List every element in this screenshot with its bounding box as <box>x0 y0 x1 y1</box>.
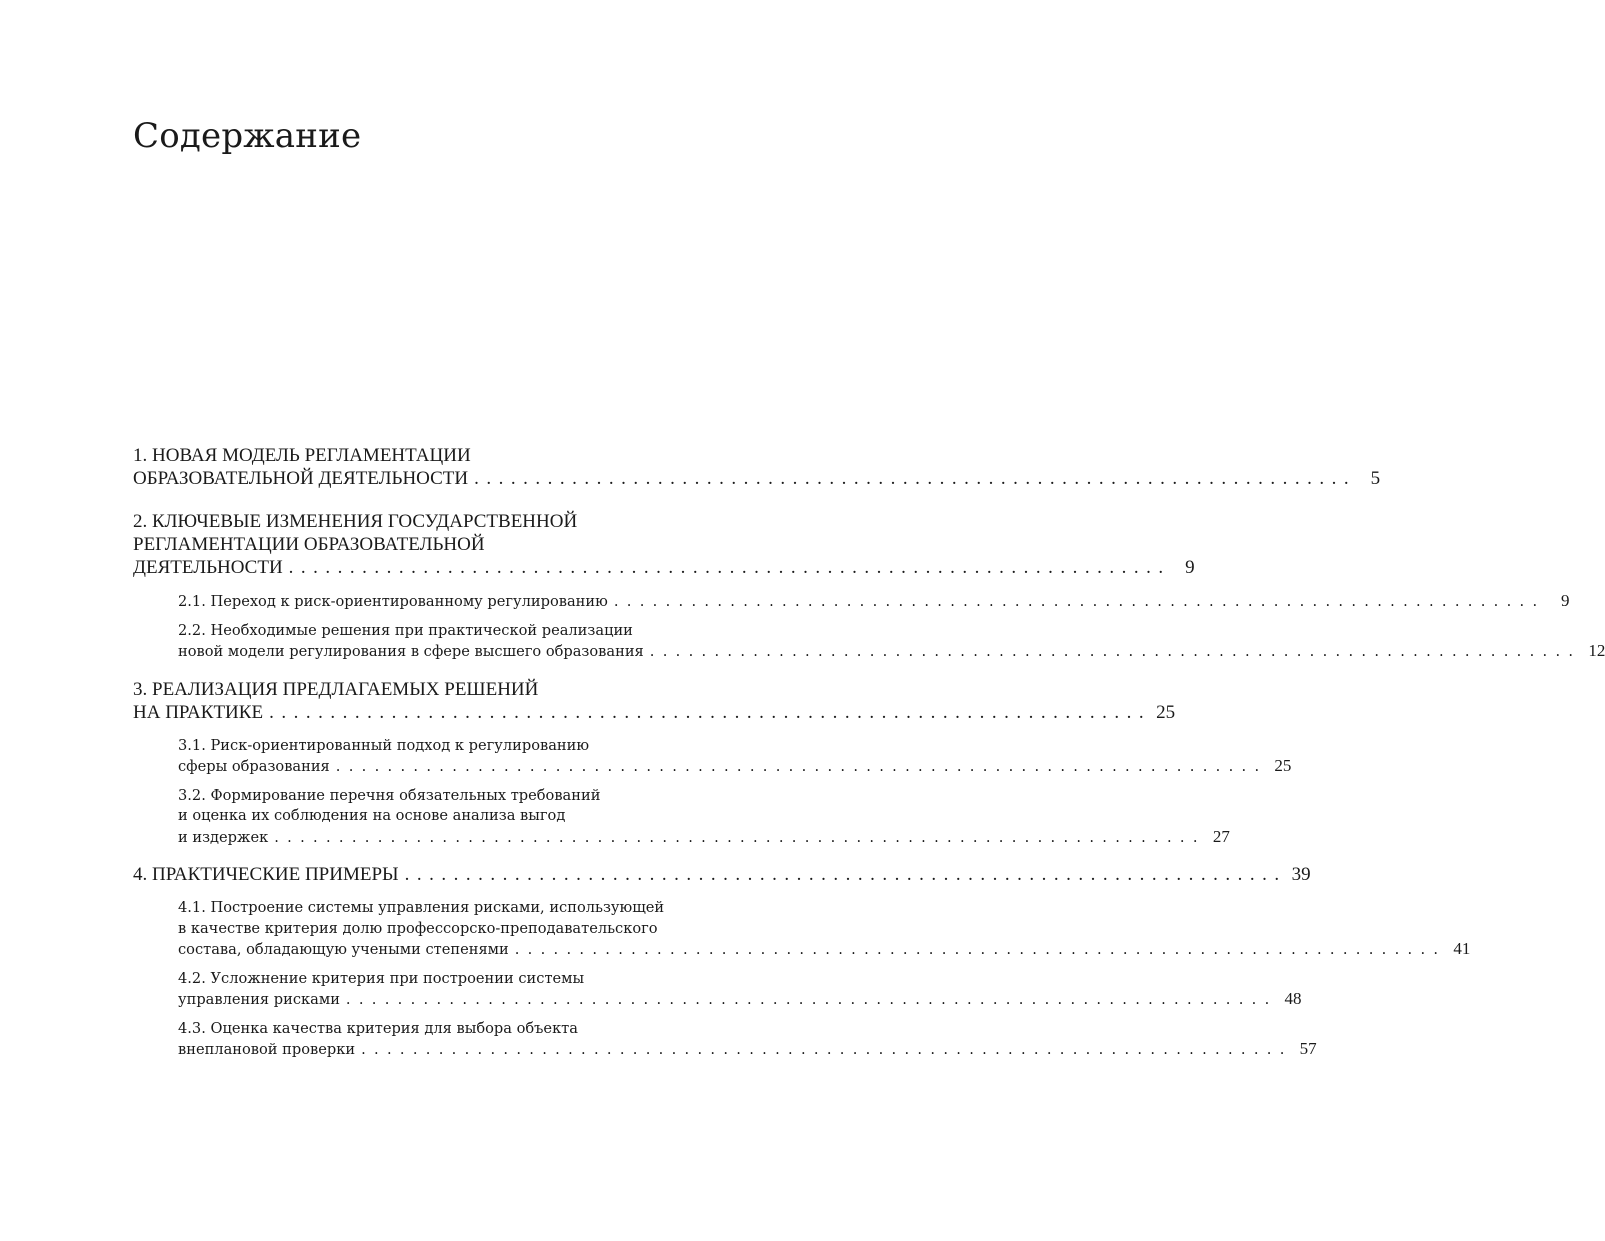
toc-entry-text: 2.1. Переход к риск-ориентированному регулированию <box>178 593 608 610</box>
toc-page-number: 25 <box>1156 701 1176 723</box>
toc-entry-2-2[interactable] <box>178 621 1605 663</box>
dot-leader: ........................................................................ <box>514 941 1447 958</box>
toc-page-number: 9 <box>1185 557 1195 578</box>
toc-entry-text: 2. КЛЮЧЕВЫЕ ИЗМЕНЕНИЯ ГОСУДАРСТВЕННОЙ <box>133 511 578 532</box>
toc-entry-text: состава, обладающую учеными степенями <box>178 941 509 958</box>
toc-entry-text: ОБРАЗОВАТЕЛЬНОЙ ДЕЯТЕЛЬНОСТИ <box>133 468 469 489</box>
dot-leader: ........................................................................ <box>649 643 1582 660</box>
toc-entry-text: в качестве критерия долю профессорско-преподавательского <box>178 919 658 937</box>
toc-page-number: 27 <box>1212 826 1230 846</box>
toc-page-number: 57 <box>1299 1039 1317 1058</box>
toc-entry-text: управления рисками <box>178 991 340 1008</box>
toc-entry-text: сферы образования <box>178 758 330 775</box>
toc-page-number: 41 <box>1453 939 1471 958</box>
toc-entry-text: внеплановой проверки <box>178 1041 356 1058</box>
toc-entry-4-2[interactable] <box>178 969 1302 1011</box>
toc-page-number: 9 <box>1560 591 1570 610</box>
dot-leader: ........................................................................ <box>274 828 1206 846</box>
toc-entry-text: и издержек <box>178 828 269 846</box>
toc-entry-text: новой модели регулирования в сфере высшего образования <box>178 643 644 660</box>
toc-entry-text: 1. НОВАЯ МОДЕЛЬ РЕГЛАМЕНТАЦИИ <box>133 445 471 466</box>
toc-page-number: 39 <box>1291 864 1311 885</box>
toc-entry-text: 3.1. Риск-ориентированный подход к регулированию <box>178 736 590 754</box>
toc-entry-3[interactable] <box>133 678 1176 724</box>
toc-entry-text: и оценка их соблюдения на основе анализа выгод <box>178 807 566 824</box>
toc-entry-text: НА ПРАКТИКЕ <box>133 701 264 723</box>
toc-page-number: 5 <box>1370 468 1381 489</box>
toc-page-number: 25 <box>1274 756 1292 775</box>
toc-entry-text: 3.2. Формирование перечня обязательных требований <box>178 786 601 804</box>
toc-entry-2-1[interactable] <box>178 591 1570 613</box>
toc-entry-4[interactable] <box>133 863 1311 886</box>
page-title: Содержание <box>133 116 362 156</box>
toc-entry-text: РЕГЛАМЕНТАЦИИ ОБРАЗОВАТЕЛЬНОЙ <box>133 534 485 555</box>
toc-entry-3-2[interactable] <box>178 786 1230 849</box>
dot-leader: ........................................................................ <box>404 864 1287 885</box>
toc-entry-4-1[interactable] <box>178 898 1471 961</box>
toc-entry-2[interactable] <box>133 510 1195 579</box>
toc-entry-text: 4. ПРАКТИЧЕСКИЕ ПРИМЕРЫ <box>133 864 399 885</box>
toc-entry-text: 4.3. Оценка качества критерия для выбора объекта <box>178 1019 578 1037</box>
toc-page-number: 48 <box>1284 989 1302 1008</box>
toc-entry-3-1[interactable] <box>178 736 1292 778</box>
dot-leader: ........................................................................ <box>613 593 1546 610</box>
dot-leader: ........................................................................ <box>269 701 1152 723</box>
dot-leader: ........................................................................ <box>361 1041 1293 1058</box>
toc-entry-text: ДЕЯТЕЛЬНОСТИ <box>133 557 283 578</box>
toc-entry-4-3[interactable] <box>178 1019 1317 1061</box>
toc-entry-text: 3. РЕАЛИЗАЦИЯ ПРЕДЛАГАЕМЫХ РЕШЕНИЙ <box>133 678 539 700</box>
table-of-contents <box>133 444 1605 1061</box>
toc-entry-text: 4.1. Построение системы управления рисками, использующей <box>178 899 665 916</box>
dot-leader: ........................................................................ <box>335 758 1268 775</box>
toc-entry-1[interactable] <box>133 444 1381 490</box>
toc-entry-text: 4.2. Усложнение критерия при построении системы <box>178 969 585 987</box>
dot-leader: ........................................................................ <box>474 468 1357 489</box>
dot-leader: ........................................................................ <box>288 557 1171 578</box>
toc-page-number: 12 <box>1588 641 1605 660</box>
toc-entry-text: 2.2. Необходимые решения при практической реализации <box>178 621 633 639</box>
dot-leader: ........................................................................ <box>345 991 1278 1008</box>
